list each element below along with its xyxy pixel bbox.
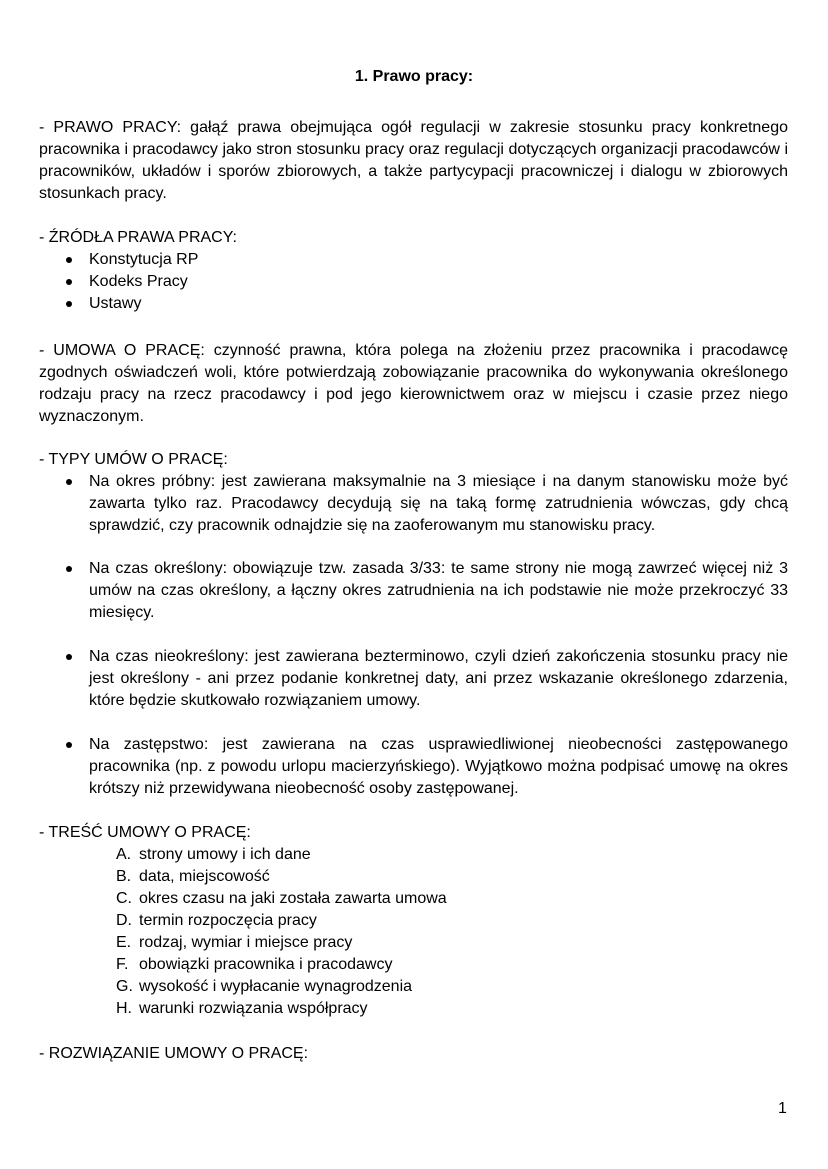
list-item: [39, 734, 788, 800]
list-item-text: Konstytucja RP: [89, 251, 199, 268]
list-item: [39, 888, 447, 910]
list-item-text: Na okres próbny: jest zawierana maksymalnie na 3 miesiące i na danym stanowisku może być zawarta tylko raz. Pracodawcy decydują się na taką formę zatrudnienia wówczas, gdy chcą sprawdzić, czy pracownik odnajdzie się na zaoferowanym mu stanowisku pracy.: [89, 473, 788, 534]
list-item-text: strony umowy i ich dane: [139, 846, 311, 863]
list-item: [39, 998, 447, 1020]
list-item: [39, 558, 788, 624]
list-marker: F.: [116, 956, 129, 973]
list-item-text: wysokość i wypłacanie wynagrodzenia: [139, 978, 413, 995]
heading-typy-umow: - TYPY UMÓW O PRACĘ:: [39, 451, 228, 468]
definition-prawo-pracy: - PRAWO PRACY: gałąź prawa obejmująca ogół regulacji w zakresie stosunku pracy konkretnego pracownika i pracodawcy jako stron stosunku pracy oraz regulacji dotyczących organizacji pracodawców i pracowników, układów i sporów zbiorowych, a także partycypacji pracowniczej i dialogu w zbiorowych stosunkach pracy.: [39, 119, 788, 202]
list-marker: C.: [116, 890, 132, 907]
bullet-icon: [66, 654, 72, 660]
list-item: [39, 271, 788, 293]
bullet-icon: [66, 566, 72, 572]
bullet-icon: [66, 257, 72, 263]
heading-zrodla-prawa-pracy: - ŹRÓDŁA PRAWA PRACY:: [39, 229, 237, 246]
list-marker: A.: [116, 846, 132, 863]
list-item: [39, 954, 447, 976]
list-item-text: warunki rozwiązania współpracy: [139, 1000, 368, 1017]
list-item-text: rodzaj, wymiar i miejsce pracy: [139, 934, 353, 951]
list-marker: E.: [116, 934, 132, 951]
list-tresc-umowy: [39, 844, 447, 1020]
list-item: [39, 976, 447, 998]
list-item-text: Na czas określony: obowiązuje tzw. zasada 3/33: te same strony nie mogą zawrzeć więcej niż 3 umów na czas określony, a łączny okres zatrudnienia na ich podstawie nie może przekroczyć 33 miesięcy.: [89, 560, 788, 621]
list-zrodla: [39, 249, 788, 315]
page-number: 1: [778, 1100, 787, 1117]
list-item: [39, 293, 788, 315]
bullet-icon: [66, 742, 72, 748]
page-title: 1. Prawo pracy:: [354, 68, 474, 85]
list-item-text: Kodeks Pracy: [89, 273, 188, 290]
list-item-text: Na czas nieokreślony: jest zawierana bezterminowo, czyli dzień zakończenia stosunku pracy nie jest określony - ani przez podanie konkretnej daty, ani przez wskazanie określonego zdarzenia, które będzie skutkowało rozwiązaniem umowy.: [89, 648, 788, 709]
list-item-text: obowiązki pracownika i pracodawcy: [139, 956, 393, 973]
list-item-text: termin rozpoczęcia pracy: [139, 912, 317, 929]
heading-rozwiazanie-umowy: - ROZWIĄZANIE UMOWY O PRACĘ:: [39, 1045, 309, 1062]
list-item: [39, 866, 447, 888]
heading-tresc-umowy: - TREŚĆ UMOWY O PRACĘ:: [39, 824, 251, 841]
list-item-text: okres czasu na jaki została zawarta umowa: [139, 890, 447, 907]
list-item: [39, 844, 447, 866]
list-item: [39, 932, 447, 954]
list-item: [39, 646, 788, 712]
list-item-text: Na zastępstwo: jest zawierana na czas usprawiedliwionej nieobecności zastępowanego pracownika (np. z powodu urlopu macierzyńskiego). Wyjątkowo można podpisać umowę na okres krótszy niż przewidywana nieobecność osoby zastępowanej.: [89, 736, 788, 797]
list-item-text: data, miejscowość: [139, 868, 270, 885]
bullet-icon: [66, 479, 72, 485]
list-marker: D.: [116, 912, 132, 929]
list-item: [39, 910, 447, 932]
list-item-text: Ustawy: [89, 295, 142, 312]
list-marker: G.: [116, 978, 133, 995]
bullet-icon: [66, 279, 72, 285]
list-item: [39, 471, 788, 537]
bullet-icon: [66, 301, 72, 307]
list-marker: B.: [116, 868, 132, 885]
list-marker: H.: [116, 1000, 132, 1017]
definition-umowa-o-prace: - UMOWA O PRACĘ: czynność prawna, która polega na złożeniu przez pracownika i pracodawcę zgodnych oświadczeń woli, które potwierdzają zobowiązanie pracownika do wykonywania określonego rodzaju pracy na rzecz pracodawcy i pod jego kierownictwem oraz w miejscu i czasie przez niego wyznaczonym.: [39, 342, 788, 425]
list-item: [39, 249, 788, 271]
